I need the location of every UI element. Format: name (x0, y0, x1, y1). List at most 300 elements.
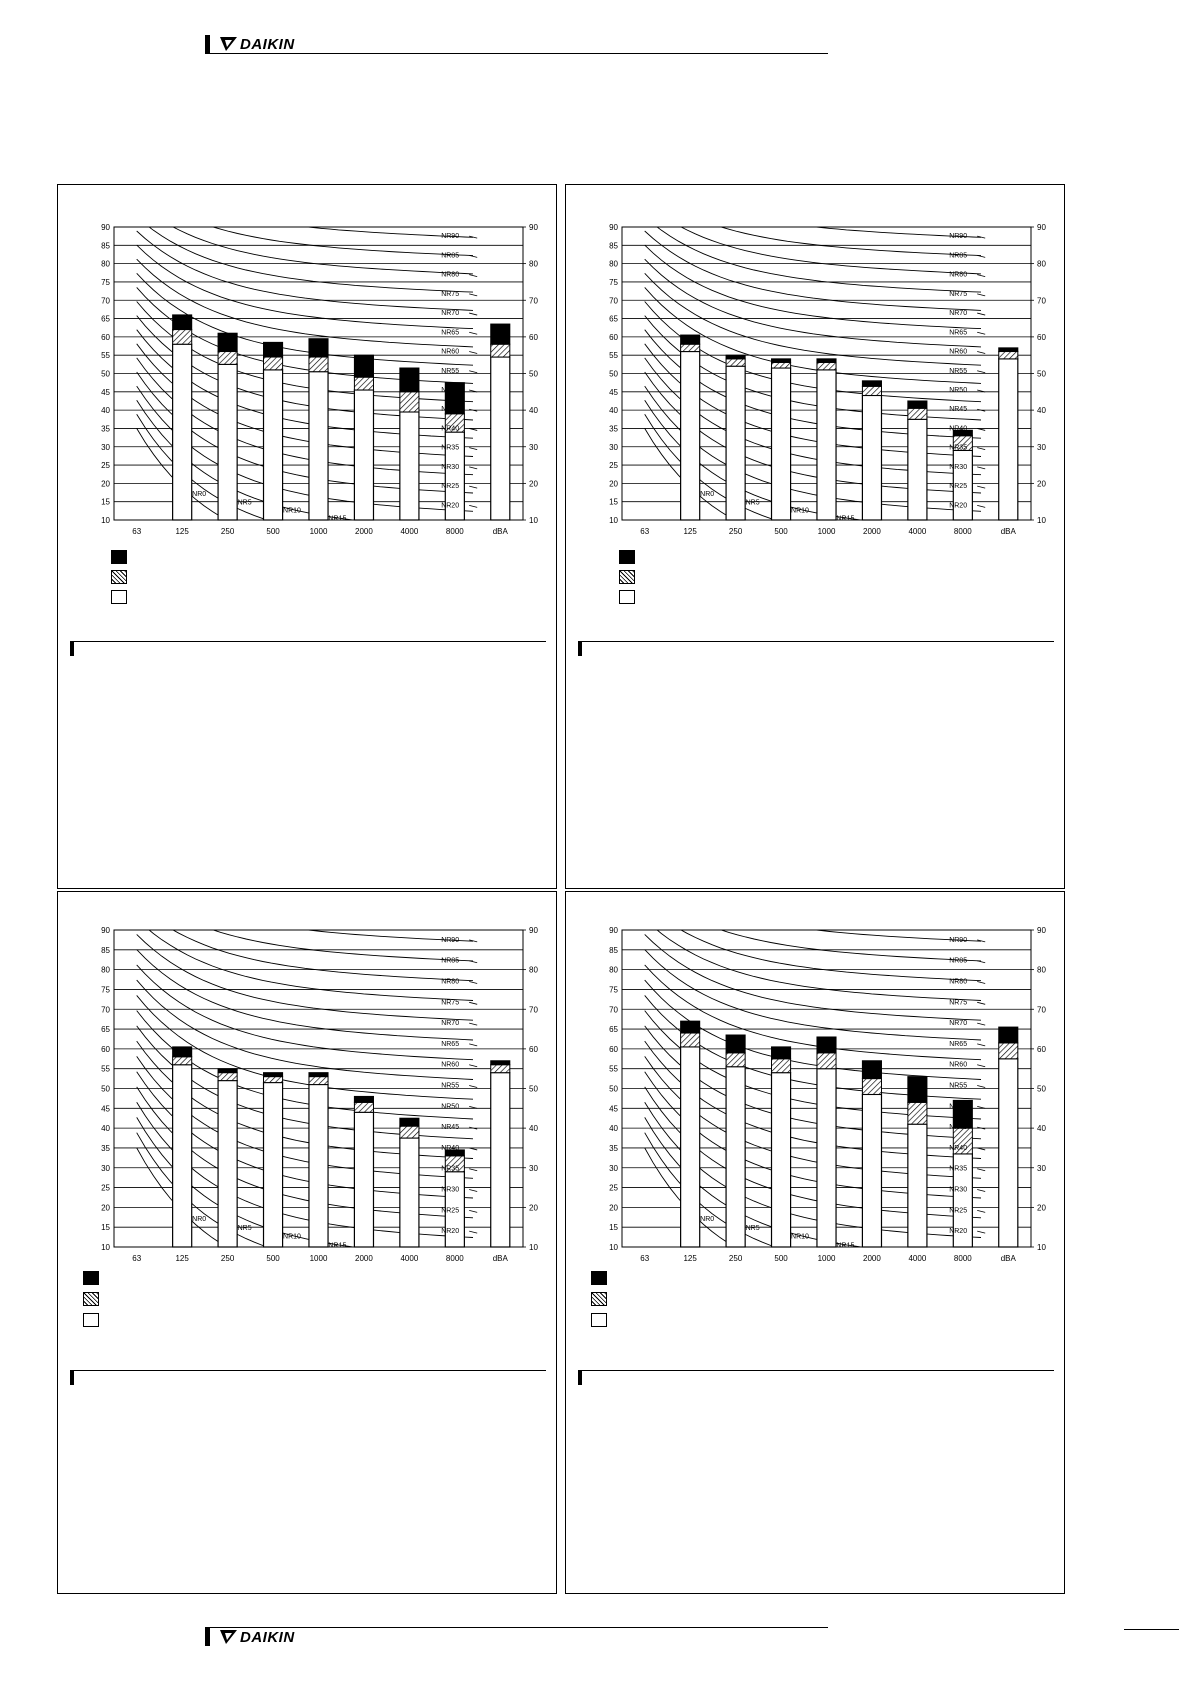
nr-label-leader (469, 1086, 477, 1088)
nr-label: NR70 (949, 310, 968, 318)
nr-label: NR40 (949, 425, 968, 433)
bar-white (218, 364, 237, 520)
x-tick-label: dBA (1000, 527, 1016, 536)
nr-label-leader (977, 1065, 985, 1067)
nr-label-bottom: NR15 (328, 1242, 347, 1250)
bar-hatched (726, 1053, 745, 1067)
nr-label: NR50 (949, 386, 968, 394)
bar-black (772, 359, 791, 363)
nr-label: NR40 (949, 1144, 968, 1152)
y-tick-label-right: 60 (1037, 1044, 1046, 1054)
nr-label: NR80 (949, 978, 968, 986)
nr-label: NR55 (949, 367, 968, 375)
nr-label-leader (469, 505, 477, 507)
legend-hatched-swatch (619, 570, 635, 584)
footer-rule (205, 1627, 828, 1628)
nr-label: NR35 (441, 444, 460, 452)
bar-hatched (354, 377, 373, 390)
chart-panel-1 (57, 184, 557, 889)
x-tick-label: 125 (175, 527, 189, 536)
y-tick-label-left: 80 (609, 965, 618, 975)
y-tick-label-left: 20 (609, 1203, 618, 1213)
bar-hatched (817, 363, 836, 370)
bar-white (999, 1059, 1018, 1247)
y-tick-label-left: 55 (609, 351, 618, 361)
x-tick-label: 1000 (309, 527, 328, 536)
logo-bar (205, 35, 210, 53)
x-tick-label: 500 (266, 527, 280, 536)
nr-label-leader (977, 1169, 985, 1171)
nr-label: NR25 (441, 483, 460, 491)
nr-label-leader (977, 1086, 985, 1088)
nr-label-bottom: NR5 (237, 499, 252, 507)
nr-label: NR70 (441, 310, 460, 318)
nr-label: NR90 (441, 936, 460, 944)
y-tick-label-right: 80 (529, 259, 538, 269)
nr-label: NR45 (949, 1124, 968, 1132)
nr-label-leader (977, 467, 985, 469)
y-tick-label-left: 35 (609, 1143, 618, 1153)
y-tick-label-left: 45 (101, 387, 110, 397)
nr-label-leader (977, 448, 985, 450)
bar-white (681, 1047, 700, 1247)
nr-label-leader (977, 371, 985, 373)
nr-label: NR75 (949, 290, 968, 298)
bar-white (491, 1073, 510, 1247)
bar-white (173, 1065, 192, 1247)
nr-label-leader (469, 332, 477, 334)
bar-white (681, 352, 700, 520)
nr-label: NR70 (441, 1020, 460, 1028)
bar-hatched (491, 344, 510, 357)
y-tick-label-right: 40 (529, 1124, 538, 1134)
y-tick-label-right: 60 (529, 332, 538, 342)
nr-label-leader (977, 982, 985, 984)
y-tick-label-left: 75 (101, 985, 110, 995)
bar-white (726, 366, 745, 520)
nr-label-bottom: NR5 (745, 1224, 760, 1232)
bar-white (309, 1085, 328, 1247)
x-tick-label: 8000 (445, 527, 464, 536)
nr-curve (137, 919, 473, 1000)
bar-black (173, 1047, 192, 1057)
y-tick-label-left: 65 (101, 1025, 110, 1035)
x-tick-label: dBA (1000, 1254, 1016, 1263)
y-tick-label-left: 85 (101, 241, 110, 251)
nr-label: NR20 (441, 1228, 460, 1236)
y-tick-label-left: 70 (609, 1005, 618, 1015)
nr-label: NR50 (441, 1103, 460, 1111)
x-tick-label: 2000 (355, 1254, 373, 1263)
nr-label-bottom: NR0 (192, 491, 207, 499)
bar-black (908, 401, 927, 408)
nr-label-leader (977, 313, 985, 315)
nr-label: NR35 (949, 444, 968, 452)
x-tick-label: 250 (220, 527, 235, 536)
bar-hatched (726, 359, 745, 366)
y-tick-label-left: 40 (101, 406, 110, 416)
x-tick-label: 4000 (908, 527, 927, 536)
y-tick-label-left: 50 (609, 1084, 618, 1094)
bar-white (173, 344, 192, 520)
nr-label: NR75 (441, 290, 460, 298)
legend-white-swatch (111, 590, 127, 604)
bar-hatched (817, 1053, 836, 1069)
nr-label-leader (977, 961, 985, 963)
y-tick-label-left: 25 (101, 1183, 110, 1193)
nr-label: NR80 (441, 271, 460, 279)
x-tick-label: 1000 (817, 527, 836, 536)
nr-label: NR50 (949, 1103, 968, 1111)
nr-curve (137, 217, 473, 292)
nr-label-leader (977, 352, 985, 354)
nr-curve (645, 217, 981, 292)
y-tick-label-left: 55 (101, 1064, 110, 1074)
nr-label: NR25 (441, 1207, 460, 1215)
nr-label-leader (469, 313, 477, 315)
y-tick-label-right: 10 (529, 1243, 538, 1252)
nr-label-bottom: NR0 (700, 491, 715, 499)
y-tick-label-left: 90 (609, 223, 618, 232)
y-tick-label-left: 40 (609, 1124, 618, 1134)
y-tick-label-left: 10 (101, 1243, 110, 1252)
nr-label-bottom: NR10 (791, 507, 809, 515)
x-tick-label: 1000 (817, 1254, 836, 1263)
nr-label: NR60 (949, 1061, 968, 1069)
logo-bar (205, 1628, 210, 1646)
nr-label-bottom: NR0 (700, 1216, 715, 1224)
bar-white (817, 370, 836, 520)
nr-label: NR45 (949, 406, 968, 414)
bar-white (400, 412, 419, 520)
bar-white (999, 359, 1018, 520)
nr-curve (645, 904, 981, 981)
y-tick-label-left: 50 (609, 369, 618, 379)
y-tick-label-left: 90 (609, 926, 618, 935)
bar-hatched (772, 1059, 791, 1073)
bar-hatched (173, 330, 192, 345)
bar-black (264, 1073, 283, 1077)
x-tick-label: 8000 (445, 1254, 464, 1263)
y-tick-label-right: 60 (1037, 332, 1046, 342)
y-tick-label-right: 20 (529, 1203, 538, 1213)
y-tick-label-right: 30 (1037, 1163, 1046, 1173)
nr-label: NR65 (441, 1040, 460, 1048)
nr-label: NR80 (441, 978, 460, 986)
y-tick-label-left: 75 (609, 277, 618, 287)
y-tick-label-left: 30 (101, 442, 110, 452)
y-tick-label-left: 60 (609, 332, 618, 342)
bar-black (999, 1027, 1018, 1043)
nr-label-bottom: NR15 (836, 1242, 855, 1250)
y-tick-label-left: 35 (101, 424, 110, 434)
chart-panel-2 (565, 184, 1065, 889)
nr-label-leader (469, 1002, 477, 1004)
y-tick-label-left: 85 (101, 945, 110, 955)
nr-label-leader (469, 1210, 477, 1212)
y-tick-label-left: 60 (101, 332, 110, 342)
y-tick-label-left: 70 (101, 1005, 110, 1015)
nr-label-leader (469, 448, 477, 450)
y-tick-label-left: 25 (101, 461, 110, 471)
bar-black (726, 1035, 745, 1053)
bar-white (772, 1073, 791, 1247)
bar-black (772, 1047, 791, 1059)
nr-label-leader (469, 255, 477, 257)
y-tick-label-right: 20 (529, 479, 538, 489)
bar-hatched (908, 408, 927, 419)
x-tick-label: 8000 (953, 1254, 972, 1263)
nr-label-leader (977, 255, 985, 257)
x-tick-label: 63 (640, 1254, 650, 1263)
bar-black (817, 359, 836, 363)
nr-label-bottom: NR0 (192, 1216, 207, 1224)
nr-label: NR60 (441, 348, 460, 356)
nr-label: NR55 (441, 367, 460, 375)
y-tick-label-right: 90 (1037, 926, 1046, 935)
daikin-logo-header (205, 34, 315, 54)
y-tick-label-left: 55 (609, 1064, 618, 1074)
y-tick-label-right: 40 (1037, 406, 1046, 416)
legend-black-swatch (619, 550, 635, 564)
nr-label: NR30 (441, 1186, 460, 1194)
nr-chart-4 (566, 892, 1064, 1263)
y-tick-label-left: 15 (609, 1223, 618, 1233)
nr-label-leader (977, 275, 985, 277)
bar-hatched (681, 1033, 700, 1047)
nr-label: NR85 (441, 252, 460, 260)
nr-label: NR60 (441, 1061, 460, 1069)
bar-black (491, 324, 510, 344)
nr-label-leader (977, 1044, 985, 1046)
bar-white (908, 1124, 927, 1247)
bar-hatched (354, 1102, 373, 1112)
y-tick-label-left: 10 (609, 516, 618, 525)
x-tick-label: 250 (220, 1254, 235, 1263)
nr-label: NR25 (949, 483, 968, 491)
nr-label-leader (469, 352, 477, 354)
legend-white-swatch (591, 1313, 607, 1327)
x-tick-label: 125 (683, 1254, 697, 1263)
y-tick-label-right: 30 (529, 442, 538, 452)
nr-label-leader (469, 1169, 477, 1171)
bar-white (264, 1083, 283, 1247)
bar-white (354, 390, 373, 520)
nr-label: NR45 (441, 1124, 460, 1132)
y-tick-label-right: 10 (1037, 1243, 1046, 1252)
x-tick-label: 4000 (908, 1254, 927, 1263)
y-tick-label-right: 90 (529, 223, 538, 232)
y-tick-label-left: 50 (101, 369, 110, 379)
bar-hatched (999, 352, 1018, 359)
section-marker (578, 642, 582, 656)
bar-white (817, 1069, 836, 1247)
nr-curve (645, 175, 981, 241)
chart-panel-4 (565, 891, 1065, 1594)
bar-black (264, 342, 283, 357)
nr-curve (137, 965, 473, 1060)
y-tick-label-left: 65 (101, 314, 110, 324)
y-tick-label-left: 55 (101, 351, 110, 361)
nr-label: NR30 (949, 463, 968, 471)
nr-label-leader (977, 486, 985, 488)
x-tick-label: 500 (774, 1254, 788, 1263)
x-tick-label: 2000 (863, 1254, 881, 1263)
legend-white-swatch (619, 590, 635, 604)
nr-label: NR75 (441, 999, 460, 1007)
y-tick-label-left: 20 (101, 1203, 110, 1213)
x-tick-label: 500 (266, 1254, 280, 1263)
x-tick-label: dBA (492, 1254, 508, 1263)
y-tick-label-left: 20 (101, 479, 110, 489)
y-tick-label-left: 65 (609, 314, 618, 324)
bar-hatched (264, 357, 283, 370)
bar-black (354, 1096, 373, 1102)
nr-label: NR30 (441, 463, 460, 471)
nr-chart-2 (566, 185, 1064, 545)
bar-white (309, 372, 328, 520)
nr-label: NR45 (441, 406, 460, 414)
y-tick-label-right: 10 (1037, 516, 1046, 525)
nr-curve (137, 904, 473, 981)
x-tick-label: 4000 (400, 1254, 419, 1263)
nr-label-leader (977, 505, 985, 507)
nr-label-bottom: NR10 (791, 1233, 809, 1241)
legend-black-swatch (591, 1271, 607, 1285)
nr-label: NR40 (441, 425, 460, 433)
bar-black (817, 1037, 836, 1053)
nr-label-leader (469, 371, 477, 373)
nr-label-leader (469, 1190, 477, 1192)
nr-label-bottom: NR10 (283, 507, 301, 515)
bar-white (908, 419, 927, 520)
bar-black (400, 1118, 419, 1126)
x-tick-label: 125 (175, 1254, 189, 1263)
x-tick-label: 250 (728, 1254, 743, 1263)
bar-white (400, 1138, 419, 1247)
y-tick-label-left: 80 (609, 259, 618, 269)
x-tick-label: 2000 (355, 527, 373, 536)
nr-label-bottom: NR15 (836, 515, 855, 523)
y-tick-label-left: 10 (101, 516, 110, 525)
bar-black (309, 1073, 328, 1077)
nr-label-leader (469, 982, 477, 984)
nr-label-leader (977, 1231, 985, 1233)
nr-curve (645, 245, 981, 329)
nr-label: NR65 (949, 1040, 968, 1048)
y-tick-label-right: 80 (529, 965, 538, 975)
nr-curve (645, 919, 981, 1000)
bar-black (681, 335, 700, 344)
chart-panel-3 (57, 891, 557, 1594)
bar-white (218, 1081, 237, 1247)
nr-label: NR40 (441, 1144, 460, 1152)
y-tick-label-left: 20 (609, 479, 618, 489)
nr-label-bottom: NR5 (237, 1224, 252, 1232)
y-tick-label-right: 30 (529, 1163, 538, 1173)
nr-label-leader (469, 294, 477, 296)
nr-label: NR70 (949, 1020, 968, 1028)
bar-hatched (772, 363, 791, 368)
bar-black (862, 1061, 881, 1079)
y-tick-label-right: 70 (1037, 1005, 1046, 1015)
y-tick-label-right: 80 (1037, 259, 1046, 269)
nr-label-leader (977, 1210, 985, 1212)
nr-label: NR35 (441, 1165, 460, 1173)
nr-label-bottom: NR5 (745, 499, 760, 507)
y-tick-label-left: 90 (101, 223, 110, 232)
bar-black (309, 339, 328, 357)
y-tick-label-left: 10 (609, 1243, 618, 1252)
bar-hatched (908, 1102, 927, 1124)
bar-black (218, 333, 237, 351)
section-divider (578, 1370, 1054, 1385)
bar-hatched (309, 357, 328, 372)
y-tick-label-left: 15 (609, 497, 618, 507)
bar-hatched (862, 1079, 881, 1095)
y-tick-label-left: 85 (609, 945, 618, 955)
y-tick-label-right: 50 (529, 1084, 538, 1094)
x-tick-label: 1000 (309, 1254, 328, 1263)
nr-label-leader (977, 294, 985, 296)
page-number-rule (1124, 1629, 1179, 1630)
nr-label-leader (469, 486, 477, 488)
y-tick-label-right: 50 (1037, 369, 1046, 379)
y-tick-label-right: 90 (1037, 223, 1046, 232)
x-tick-label: 250 (728, 527, 743, 536)
legend-white-swatch (83, 1313, 99, 1327)
y-tick-label-left: 45 (609, 387, 618, 397)
nr-label-leader (977, 1190, 985, 1192)
y-tick-label-right: 70 (1037, 296, 1046, 306)
x-tick-label: 63 (132, 1254, 142, 1263)
legend-black-swatch (111, 550, 127, 564)
brand-name: DAIKIN (240, 35, 295, 53)
bar-black (491, 1061, 510, 1065)
nr-label: NR20 (949, 1228, 968, 1236)
nr-label: NR30 (949, 1186, 968, 1194)
y-tick-label-left: 60 (101, 1044, 110, 1054)
y-tick-label-right: 40 (529, 406, 538, 416)
nr-label-leader (469, 467, 477, 469)
y-tick-label-left: 65 (609, 1025, 618, 1035)
bar-black (862, 381, 881, 386)
y-tick-label-left: 40 (609, 406, 618, 416)
legend-hatched-swatch (83, 1292, 99, 1306)
bar-black (908, 1077, 927, 1103)
nr-label: NR65 (441, 329, 460, 337)
section-divider (578, 641, 1054, 656)
section-marker (70, 1371, 74, 1385)
x-tick-label: 125 (683, 527, 697, 536)
x-tick-label: 4000 (400, 527, 419, 536)
y-tick-label-left: 35 (609, 424, 618, 434)
y-tick-label-right: 30 (1037, 442, 1046, 452)
y-tick-label-right: 60 (529, 1044, 538, 1054)
y-tick-label-left: 80 (101, 965, 110, 975)
bar-black (354, 355, 373, 377)
nr-label: NR75 (949, 999, 968, 1007)
bar-hatched (491, 1065, 510, 1073)
brand-name: DAIKIN (240, 1628, 295, 1646)
bar-hatched (173, 1057, 192, 1065)
nr-label: NR55 (949, 1082, 968, 1090)
nr-label-leader (977, 332, 985, 334)
x-tick-label: 500 (774, 527, 788, 536)
bar-hatched (218, 1073, 237, 1081)
y-tick-label-right: 50 (1037, 1084, 1046, 1094)
bar-white (772, 368, 791, 520)
